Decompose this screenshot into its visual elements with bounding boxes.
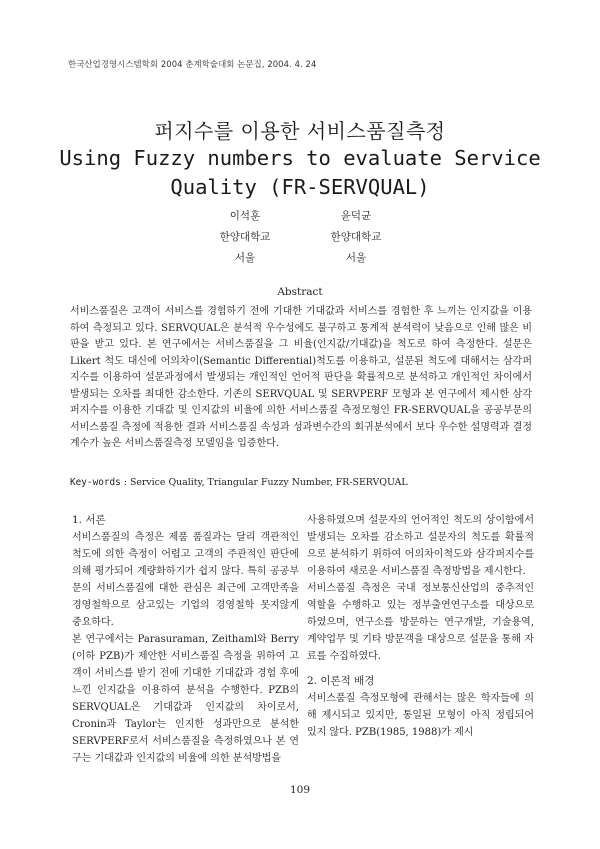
left-column — [72, 512, 299, 767]
author-affiliation: 한양대학교 — [219, 231, 271, 243]
author-2 — [296, 206, 416, 269]
page-number: 109 — [289, 784, 311, 796]
keywords-text: Service Quality, Triangular Fuzzy Number, FR-SERVQUAL — [129, 477, 408, 488]
author-name: 이석훈 — [229, 210, 261, 222]
section-1-paragraph-2-continued: 사용하였으며 설문자의 언어적인 척도의 상이함에서 발생되는 오차를 감소하고 설문자의 척도를 확률적으로 분석하기 위하여 어의차이척도와 삼각퍼지수를 이용하여 새로운 서비스품질 측정방법을 제시한다. — [307, 515, 534, 577]
section-2-heading: 2. 이론적 배경 — [307, 675, 375, 687]
abstract-heading: Abstract — [277, 286, 323, 298]
title-english-line2: Quality (FR-SERVQUAL) — [170, 175, 430, 199]
keywords-label: Key-words — [70, 477, 121, 488]
author-name: 윤덕균 — [340, 210, 372, 222]
section-1-heading: 1. 서론 — [72, 514, 106, 526]
section-1-paragraph-3: 서비스품질 측정은 국내 정보통신산업의 중추적인 역할을 수행하고 있는 정부출연연구소를 대상으로 하였으며, 연구소를 방문하는 연구개발, 기술용역, 계약업무 및 기타 방문객을 대상으로 설문을 통해 자료를 수집하였다. — [307, 583, 534, 662]
title-english-line1: Using Fuzzy numbers to evaluate Service — [59, 146, 541, 170]
right-column — [307, 512, 534, 741]
title-korean: 퍼지수를 이용한 서비스품질측정 — [154, 119, 446, 143]
section-1-paragraph-2: 본 연구에서는 Parasuraman, Zeithaml와 Berry (이하 PZB)가 제안한 서비스품질 측정을 위하여 고객이 서비스를 받기 전에 기대한 기대값과 경험 후에 느낀 인지값을 이용하여 분석을 수행한다. PZB의 SERVQUAL은 기대값과 인지값의 차이로서, Cronin과 Taylor는 인지한 성과만으로 분석한 SERVPERF로서 서비스품질을 측정하였으나 본 연구는 기대값과 인지값의 비율에 의한 분석방법을 — [72, 634, 299, 764]
section-2-paragraph-1: 서비스품질 측정모형에 관해서는 많은 학자들에 의해 제시되고 있지만, 통일된 모형이 아직 정립되어 있지 않다. PZB(1985, 1988)가 제시 — [307, 693, 534, 738]
author-location: 서울 — [234, 252, 256, 264]
section-1-paragraph-1: 서비스품질의 측정은 제품 품질과는 달리 객관적인 척도에 의한 측정이 어렵고 고객의 주관적인 판단에 의해 평가되어 계량화하기가 쉽지 않다. 특히 공공부문의 서비스품질에 대한 관심은 최근에 고객만족을 경영철학으로 삼고있는 기업의 경영철학 못지않게 중요하다. — [72, 532, 299, 628]
keywords — [70, 477, 540, 488]
section-gap — [307, 665, 534, 673]
keywords-separator: : — [120, 477, 130, 488]
author-affiliation: 한양대학교 — [330, 231, 382, 243]
author-location: 서울 — [345, 252, 367, 264]
abstract-text: 서비스품질은 고객이 서비스를 경험하기 전에 기대한 기대값과 서비스를 경험한 후 느끼는 인지값을 이용하여 측정되고 있다. SERVQUAL은 분석적 우수성에도 불구하고 통계적 분석력이 낮음으로 인해 많은 비판을 받고 있다. 본 연구에서는 서비스품질을 그 비율(인지값/기대값)을 척도로 하여 측정한다. 설문은 Likert 척도 대신에 어의차이(Semantic Differential)척도를 이용하고, 설문된 척도에 대해서는 삼각퍼지수를 이용하여 설문과정에서 발생되는 개인적인 언어적 판단을 확률적으로 분석하고 개인적인 차이에서 발생되는 오차를 최대한 감소한다. 기존의 SERVQUAL 및 SERVPERF 모형과 본 연구에서 제시한 삼각퍼지수를 이용한 기대값 및 인지값의 비율에 의한 서비스품질 측정모형인 FR-SERVQUAL을 공공부문의 서비스품질 측정에 적용한 결과 서비스품질 속성과 성과변수간의 회귀분석에서 보다 우수한 설명력과 결정계수가 높은 서비스품질측정 모델임을 입증한다. — [70, 306, 532, 449]
conference-header: 한국산업경영시스템학회 2004 춘계학술대회 논문집, 2004. 4. 24 — [68, 59, 317, 69]
author-1 — [185, 206, 305, 269]
